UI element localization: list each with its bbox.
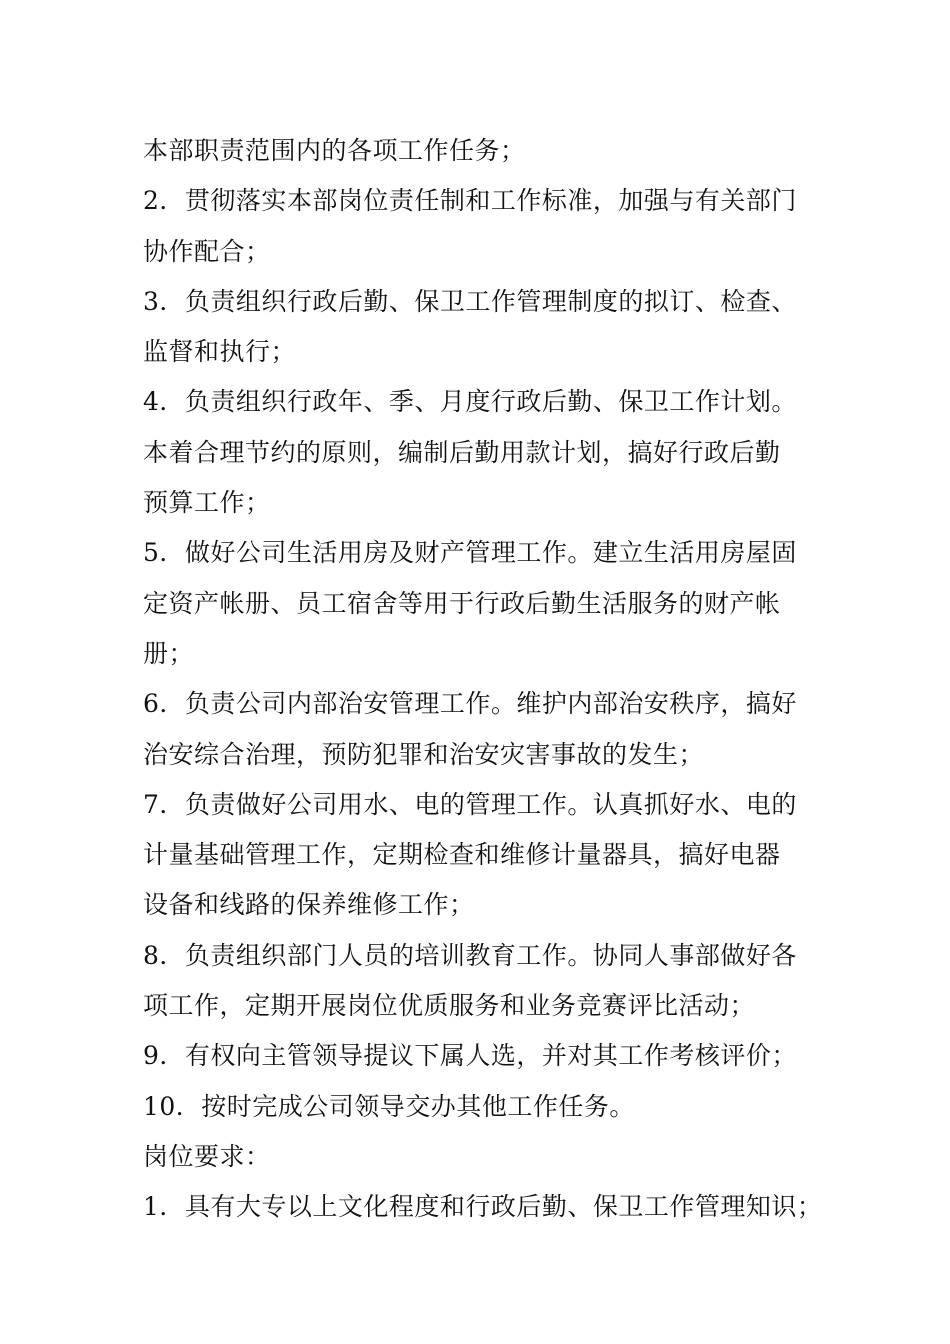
text-line: 协作配合； (143, 236, 271, 266)
text-line: 6．负责公司内部治安管理工作。维护内部治安秩序，搞好 (143, 689, 797, 719)
section-heading: 岗位要求： (143, 1141, 271, 1171)
text-line: 册； (143, 638, 195, 668)
text-line: 本着合理节约的原则，编制后勤用款计划，搞好行政后勤 (143, 437, 781, 467)
document-body (143, 126, 823, 1233)
text-line: 2．贯彻落实本部岗位责任制和工作标准，加强与有关部门 (143, 186, 797, 216)
text-line: 7．负责做好公司用水、电的管理工作。认真抓好水、电的 (143, 789, 797, 819)
text-line: 项工作，定期开展岗位优质服务和业务竞赛评比活动； (143, 991, 756, 1021)
text-line: 9．有权向主管领导提议下属人选，并对其工作考核评价； (143, 1041, 797, 1071)
text-line: 3．负责组织行政后勤、保卫工作管理制度的拟订、检查、 (143, 286, 797, 316)
text-line: 治安综合治理，预防犯罪和治安灾害事故的发生； (143, 739, 705, 769)
text-line: 定资产帐册、员工宿舍等用于行政后勤生活服务的财产帐 (143, 588, 781, 618)
text-line: 1．具有大专以上文化程度和行政后勤、保卫工作管理知识； (143, 1192, 823, 1222)
text-line: 设备和线路的保养维修工作； (143, 890, 475, 920)
text-line: 预算工作； (143, 488, 271, 518)
text-line: 计量基础管理工作，定期检查和维修计量器具，搞好电器 (143, 840, 781, 870)
text-line: 监督和执行； (143, 337, 297, 367)
text-line: 本部职责范围内的各项工作任务； (143, 136, 526, 165)
text-line: 8．负责组织部门人员的培训教育工作。协同人事部做好各 (143, 940, 797, 970)
text-line: 10．按时完成公司领导交办其他工作任务。 (143, 1091, 635, 1121)
text-line: 4．负责组织行政年、季、月度行政后勤、保卫工作计划。 (143, 387, 797, 417)
text-line: 5．做好公司生活用房及财产管理工作。建立生活用房屋固 (143, 538, 797, 568)
